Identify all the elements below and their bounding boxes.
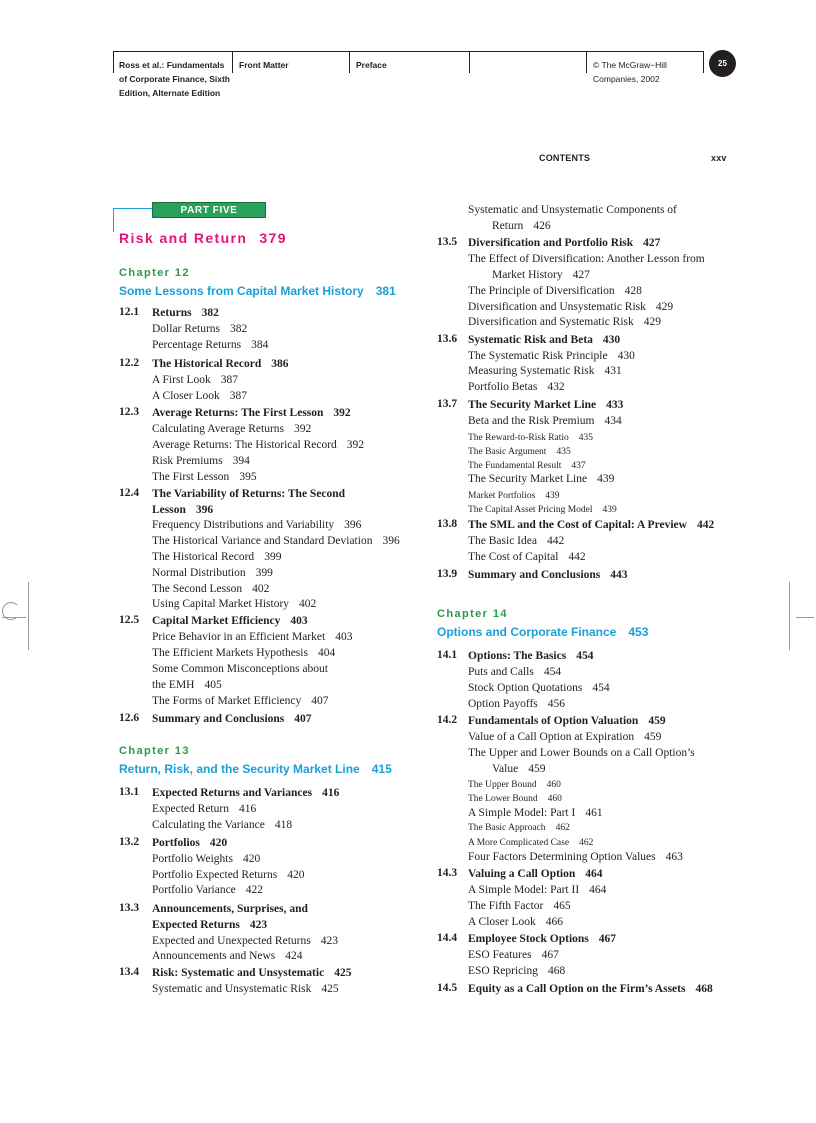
toc-subsection-entry[interactable]: The Forms of Market Efficiency 407: [152, 695, 329, 707]
toc-section-entry[interactable]: Equity as a Call Option on the Firm’s Assets 468: [468, 983, 713, 995]
toc-subsection-entry[interactable]: Calculating Average Returns 392: [152, 423, 312, 435]
section-number: 13.4: [119, 966, 140, 978]
toc-section-entry[interactable]: Average Returns: The First Lesson 392: [152, 407, 351, 419]
header-divider: [113, 51, 114, 73]
toc-subsection-entry[interactable]: Systematic and Unsystematic Components of: [468, 204, 677, 216]
toc-subsection-entry[interactable]: Expected Return 416: [152, 803, 257, 815]
toc-subsection-entry[interactable]: The Security Market Line 439: [468, 473, 615, 485]
toc-subsection-entry[interactable]: Systematic and Unsystematic Risk 425: [152, 983, 339, 995]
header-divider: [232, 51, 233, 73]
section-number: 13.3: [119, 902, 140, 914]
section-number: 12.1: [119, 306, 140, 318]
toc-section-entry[interactable]: Employee Stock Options 467: [468, 933, 617, 945]
crop-mark: [2, 617, 26, 618]
section-number: 14.4: [437, 932, 458, 944]
toc-section-entry[interactable]: The Variability of Returns: The Second: [152, 488, 346, 500]
section-number: 14.5: [437, 982, 458, 994]
section-number: 13.8: [437, 518, 458, 530]
header-rule: [113, 51, 703, 52]
toc-subsection-entry[interactable]: Normal Distribution 399: [152, 567, 273, 579]
chapter-14-title[interactable]: Options and Corporate Finance 453: [437, 625, 649, 639]
toc-section-entry[interactable]: Capital Market Efficiency 403: [152, 615, 308, 627]
toc-subsection-entry[interactable]: The Historical Variance and Standard Deviation 396: [152, 535, 400, 547]
header-chapter: Preface: [356, 60, 387, 70]
toc-subsection-entry[interactable]: Portfolio Betas 432: [468, 381, 565, 393]
page-number-badge: 25: [709, 50, 736, 77]
toc-subsection-entry[interactable]: A More Complicated Case 462: [468, 838, 594, 848]
part-frame: [113, 208, 153, 209]
toc-subsection-entry[interactable]: The Reward-to-Risk Ratio 435: [468, 433, 594, 443]
toc-subsection-entry[interactable]: The Cost of Capital 442: [468, 551, 586, 563]
section-number: 12.5: [119, 614, 140, 626]
toc-subsection-entry[interactable]: ESO Repricing 468: [468, 965, 566, 977]
part-frame: [113, 208, 114, 232]
header-copyright: © The McGraw−Hill Companies, 2002: [593, 60, 667, 84]
toc-section-entry[interactable]: Expected Returns and Variances 416: [152, 787, 340, 799]
toc-subsection-entry[interactable]: A First Look 387: [152, 374, 239, 386]
toc-section-entry[interactable]: Risk: Systematic and Unsystematic 425: [152, 967, 352, 979]
toc-subsection-entry[interactable]: Expected and Unexpected Returns 423: [152, 935, 338, 947]
toc-subsection-entry[interactable]: The Lower Bound 460: [468, 794, 562, 804]
toc-subsection-entry[interactable]: Stock Option Quotations 454: [468, 682, 610, 694]
section-number: 12.2: [119, 357, 140, 369]
toc-section-entry[interactable]: Fundamentals of Option Valuation 459: [468, 715, 666, 727]
toc-subsection-entry[interactable]: Four Factors Determining Option Values 463: [468, 851, 683, 863]
section-number: 12.4: [119, 487, 140, 499]
toc-subsection-entry[interactable]: The Basic Argument 435: [468, 447, 571, 457]
toc-subsection-entry[interactable]: The Basic Idea 442: [468, 535, 565, 547]
toc-subsection-entry[interactable]: Price Behavior in an Efficient Market 403: [152, 631, 353, 643]
toc-subsection-entry[interactable]: Announcements and News 424: [152, 950, 303, 962]
header-divider: [703, 51, 704, 73]
toc-subsection-entry[interactable]: Diversification and Unsystematic Risk 429: [468, 301, 674, 313]
toc-subsection-entry[interactable]: The Second Lesson 402: [152, 583, 270, 595]
toc-subsection-entry[interactable]: The Capital Asset Pricing Model 439: [468, 505, 617, 515]
toc-subsection-entry[interactable]: Dollar Returns 382: [152, 323, 248, 335]
toc-subsection-entry[interactable]: Value of a Call Option at Expiration 459: [468, 731, 662, 743]
toc-subsection-entry[interactable]: Risk Premiums 394: [152, 455, 250, 467]
running-head-page: xxv: [711, 153, 727, 163]
header-divider: [349, 51, 350, 73]
toc-section-entry[interactable]: The SML and the Cost of Capital: A Preview 442: [468, 519, 715, 531]
toc-subsection-entry[interactable]: Market Portfolios 439: [468, 491, 560, 501]
crop-mark: [789, 582, 790, 650]
toc-subsection-entry[interactable]: Market History 427: [492, 269, 590, 281]
toc-subsection-entry[interactable]: Calculating the Variance 418: [152, 819, 293, 831]
toc-subsection-entry[interactable]: The Principle of Diversification 428: [468, 285, 642, 297]
crop-mark: [796, 617, 814, 618]
toc-subsection-entry[interactable]: Some Common Misconceptions about: [152, 663, 329, 675]
toc-subsection-entry[interactable]: The Systematic Risk Principle 430: [468, 350, 635, 362]
toc-subsection-entry[interactable]: Frequency Distributions and Variability 396: [152, 519, 362, 531]
toc-subsection-entry[interactable]: Using Capital Market History 402: [152, 598, 317, 610]
toc-subsection-entry[interactable]: Portfolio Weights 420: [152, 853, 261, 865]
chapter-13-label: Chapter 13: [119, 745, 190, 757]
toc-section-entry[interactable]: Summary and Conclusions 443: [468, 569, 628, 581]
toc-section-entry[interactable]: Valuing a Call Option 464: [468, 868, 603, 880]
section-number: 13.7: [437, 398, 458, 410]
toc-subsection-entry[interactable]: the EMH 405: [152, 679, 222, 691]
toc-subsection-entry[interactable]: Value 459: [492, 763, 546, 775]
toc-subsection-entry[interactable]: The Upper and Lower Bounds on a Call Option’s: [468, 747, 695, 759]
toc-section-entry[interactable]: Announcements, Surprises, and: [152, 903, 308, 915]
toc-subsection-entry[interactable]: Return 426: [492, 220, 551, 232]
toc-section-entry[interactable]: Systematic Risk and Beta 430: [468, 334, 621, 346]
toc-subsection-entry[interactable]: A Simple Model: Part II 464: [468, 884, 607, 896]
header-book-title: Ross et al.: Fundamentals of Corporate Finance, Sixth Edition, Alternate Edition: [119, 60, 230, 98]
section-number: 13.2: [119, 836, 140, 848]
toc-subsection-entry[interactable]: Beta and the Risk Premium 434: [468, 415, 622, 427]
section-number: 13.9: [437, 568, 458, 580]
chapter-12-label: Chapter 12: [119, 267, 190, 279]
header-divider: [586, 51, 587, 73]
toc-subsection-entry[interactable]: The Historical Record 399: [152, 551, 282, 563]
chapter-14-label: Chapter 14: [437, 608, 508, 620]
toc-section-entry[interactable]: Expected Returns 423: [152, 919, 268, 931]
section-number: 13.1: [119, 786, 140, 798]
toc-subsection-entry[interactable]: A Closer Look 466: [468, 916, 563, 928]
toc-subsection-entry[interactable]: Average Returns: The Historical Record 392: [152, 439, 365, 451]
part-label: PART FIVE: [152, 202, 266, 218]
toc-section-entry[interactable]: Lesson 396: [152, 504, 214, 516]
section-number: 12.6: [119, 712, 140, 724]
toc-subsection-entry[interactable]: Diversification and Systematic Risk 429: [468, 316, 662, 328]
section-number: 13.5: [437, 236, 458, 248]
toc-subsection-entry[interactable]: The Fundamental Result 437: [468, 461, 586, 471]
section-number: 12.3: [119, 406, 140, 418]
chapter-12-title[interactable]: Some Lessons from Capital Market History 381: [119, 284, 396, 298]
toc-section-entry[interactable]: Options: The Basics 454: [468, 650, 594, 662]
toc-section-entry[interactable]: Diversification and Portfolio Risk 427: [468, 237, 661, 249]
header-section: Front Matter: [239, 60, 289, 70]
toc-subsection-entry[interactable]: The Fifth Factor 465: [468, 900, 571, 912]
crop-mark: [28, 582, 29, 650]
toc-subsection-entry[interactable]: The Basic Approach 462: [468, 823, 570, 833]
toc-subsection-entry[interactable]: Puts and Calls 454: [468, 666, 562, 678]
toc-section-entry[interactable]: Returns 382: [152, 307, 219, 319]
section-number: 14.3: [437, 867, 458, 879]
running-head-label: CONTENTS: [539, 153, 591, 163]
toc-section-entry[interactable]: The Security Market Line 433: [468, 399, 624, 411]
header-divider: [469, 51, 470, 73]
section-number: 14.1: [437, 649, 458, 661]
toc-subsection-entry[interactable]: Measuring Systematic Risk 431: [468, 365, 622, 377]
toc-subsection-entry[interactable]: Portfolio Expected Returns 420: [152, 869, 305, 881]
toc-subsection-entry[interactable]: The First Lesson 395: [152, 471, 257, 483]
toc-section-entry[interactable]: The Historical Record 386: [152, 358, 289, 370]
section-number: 13.6: [437, 333, 458, 345]
toc-subsection-entry[interactable]: Option Payoffs 456: [468, 698, 565, 710]
toc-subsection-entry[interactable]: The Upper Bound 460: [468, 780, 561, 790]
toc-subsection-entry[interactable]: Portfolio Variance 422: [152, 884, 264, 896]
toc-subsection-entry[interactable]: The Efficient Markets Hypothesis 404: [152, 647, 336, 659]
chapter-13-title[interactable]: Return, Risk, and the Security Market Line 415: [119, 762, 392, 776]
toc-section-entry[interactable]: Portfolios 420: [152, 837, 228, 849]
part-title: Risk and Return 379: [119, 230, 287, 246]
section-number: 14.2: [437, 714, 458, 726]
toc-subsection-entry[interactable]: ESO Features 467: [468, 949, 559, 961]
toc-subsection-entry[interactable]: Percentage Returns 384: [152, 339, 269, 351]
toc-subsection-entry[interactable]: The Effect of Diversification: Another Lesson from: [468, 253, 705, 265]
toc-subsection-entry[interactable]: A Closer Look 387: [152, 390, 247, 402]
toc-subsection-entry[interactable]: A Simple Model: Part I 461: [468, 807, 603, 819]
toc-section-entry[interactable]: Summary and Conclusions 407: [152, 713, 312, 725]
